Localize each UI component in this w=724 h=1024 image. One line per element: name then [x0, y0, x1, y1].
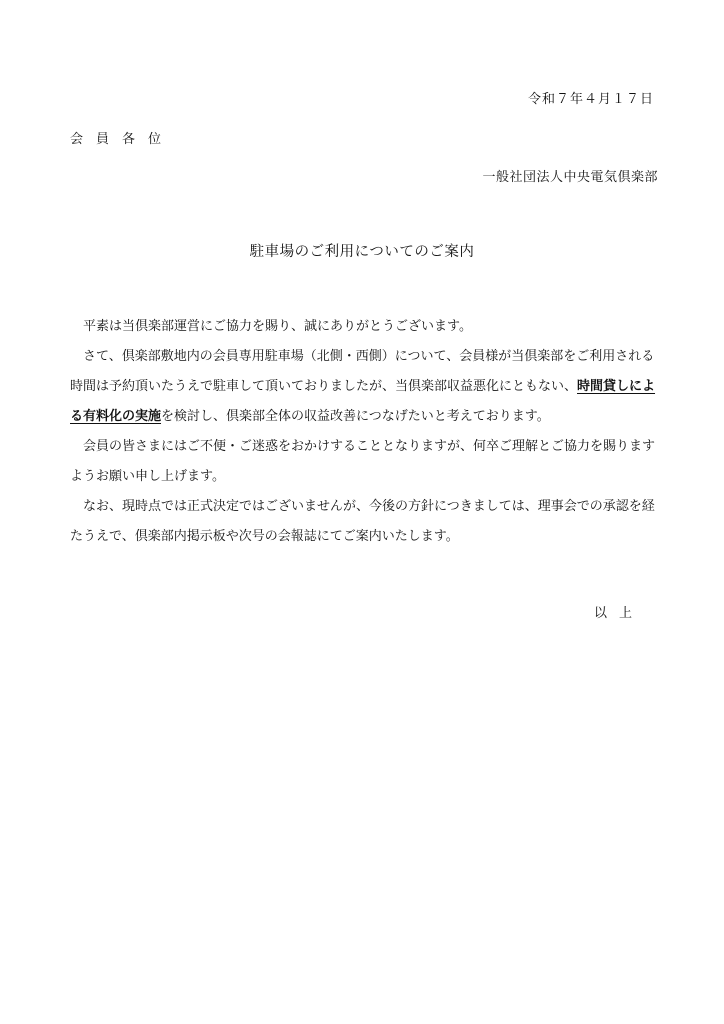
- letter-title: 駐車場のご利用についてのご案内: [249, 244, 475, 260]
- letter-sender: 一般社団法人中央電気倶楽部: [482, 170, 658, 185]
- paragraph-parking-plan-emphasis: 時間貸しによる有料化の実施: [70, 379, 656, 424]
- paragraph-apology: 会員の皆さまにはご不便・ご迷惑をおかけすることとなりますが、何卒ご理解とご協力を賜りますようお願い申し上げます。: [70, 439, 656, 484]
- paragraph-notice: なお、現時点では正式決定ではございませんが、今後の方針につきましては、理事会での承認を経たうえで、倶楽部内掲示板や次号の会報誌にてご案内いたします。: [70, 499, 655, 544]
- paragraph-parking-plan: [70, 342, 658, 432]
- paragraph-greeting: 平素は当倶楽部運営にご協力を賜り、誠にありがとうございます。: [83, 319, 472, 334]
- letter-closing: 以上: [593, 606, 644, 621]
- paragraph-parking-plan-before: さて、倶楽部敷地内の会員専用駐車場（北側・西側）について、会員様が当倶楽部をご利用される時間は予約頂いたうえで駐車して頂いておりましたが、当倶楽部収益悪化にともない、: [70, 349, 655, 394]
- letter-body: [70, 312, 658, 552]
- letter-date: 令和７年４月１７日: [527, 92, 654, 107]
- letter-addressee: 会員各位: [70, 132, 175, 147]
- paragraph-parking-plan-after: を検討し、倶楽部全体の収益改善につなげたいと考えております。: [161, 409, 550, 424]
